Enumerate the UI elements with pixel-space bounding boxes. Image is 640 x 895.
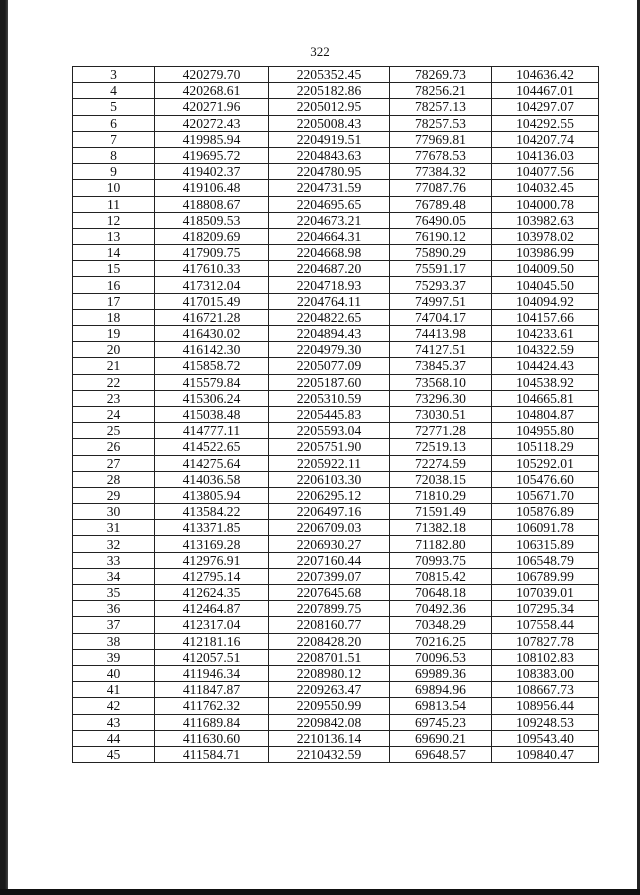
x-coordinate-cell: 412795.14	[155, 568, 269, 584]
easting-cell: 78257.13	[390, 99, 492, 115]
easting-cell: 70216.25	[390, 633, 492, 649]
y-coordinate-cell: 2204718.93	[269, 277, 390, 293]
easting-cell: 77087.76	[390, 180, 492, 196]
northing-cell: 105876.89	[492, 504, 599, 520]
x-coordinate-cell: 415579.84	[155, 374, 269, 390]
northing-cell: 103986.99	[492, 245, 599, 261]
y-coordinate-cell: 2204664.31	[269, 228, 390, 244]
point-number-cell: 22	[73, 374, 155, 390]
table-row	[73, 358, 599, 374]
y-coordinate-cell: 2204843.63	[269, 147, 390, 163]
y-coordinate-cell: 2209842.08	[269, 714, 390, 730]
x-coordinate-cell: 411946.34	[155, 665, 269, 681]
x-coordinate-cell: 418209.69	[155, 228, 269, 244]
y-coordinate-cell: 2210136.14	[269, 730, 390, 746]
y-coordinate-cell: 2205922.11	[269, 455, 390, 471]
easting-cell: 78269.73	[390, 67, 492, 83]
x-coordinate-cell: 415306.24	[155, 390, 269, 406]
y-coordinate-cell: 2205310.59	[269, 390, 390, 406]
table-row	[73, 180, 599, 196]
x-coordinate-cell: 411630.60	[155, 730, 269, 746]
y-coordinate-cell: 2205182.86	[269, 83, 390, 99]
point-number-cell: 20	[73, 342, 155, 358]
point-number-cell: 23	[73, 390, 155, 406]
x-coordinate-cell: 420272.43	[155, 115, 269, 131]
y-coordinate-cell: 2205593.04	[269, 423, 390, 439]
x-coordinate-cell: 411762.32	[155, 698, 269, 714]
point-number-cell: 8	[73, 147, 155, 163]
point-number-cell: 37	[73, 617, 155, 633]
table-row	[73, 617, 599, 633]
northing-cell: 104955.80	[492, 423, 599, 439]
point-number-cell: 7	[73, 131, 155, 147]
easting-cell: 71591.49	[390, 504, 492, 520]
point-number-cell: 27	[73, 455, 155, 471]
table-row	[73, 423, 599, 439]
northing-cell: 109543.40	[492, 730, 599, 746]
x-coordinate-cell: 412057.51	[155, 649, 269, 665]
northing-cell: 104322.59	[492, 342, 599, 358]
x-coordinate-cell: 418808.67	[155, 196, 269, 212]
y-coordinate-cell: 2204822.65	[269, 309, 390, 325]
northing-cell: 104207.74	[492, 131, 599, 147]
y-coordinate-cell: 2205751.90	[269, 439, 390, 455]
y-coordinate-cell: 2205352.45	[269, 67, 390, 83]
table-row	[73, 714, 599, 730]
northing-cell: 106789.99	[492, 568, 599, 584]
x-coordinate-cell: 415858.72	[155, 358, 269, 374]
northing-cell: 107558.44	[492, 617, 599, 633]
northing-cell: 108383.00	[492, 665, 599, 681]
northing-cell: 105476.60	[492, 471, 599, 487]
point-number-cell: 28	[73, 471, 155, 487]
y-coordinate-cell: 2205008.43	[269, 115, 390, 131]
easting-cell: 77384.32	[390, 164, 492, 180]
northing-cell: 104077.56	[492, 164, 599, 180]
northing-cell: 105292.01	[492, 455, 599, 471]
table-row	[73, 746, 599, 762]
point-number-cell: 5	[73, 99, 155, 115]
easting-cell: 74704.17	[390, 309, 492, 325]
x-coordinate-cell: 415038.48	[155, 406, 269, 422]
x-coordinate-cell: 412464.87	[155, 601, 269, 617]
easting-cell: 74997.51	[390, 293, 492, 309]
y-coordinate-cell: 2208160.77	[269, 617, 390, 633]
northing-cell: 109840.47	[492, 746, 599, 762]
easting-cell: 69648.57	[390, 746, 492, 762]
y-coordinate-cell: 2204919.51	[269, 131, 390, 147]
y-coordinate-cell: 2204764.11	[269, 293, 390, 309]
point-number-cell: 41	[73, 682, 155, 698]
point-number-cell: 32	[73, 536, 155, 552]
point-number-cell: 14	[73, 245, 155, 261]
point-number-cell: 24	[73, 406, 155, 422]
easting-cell: 72519.13	[390, 439, 492, 455]
x-coordinate-cell: 414522.65	[155, 439, 269, 455]
table-row	[73, 99, 599, 115]
x-coordinate-cell: 413805.94	[155, 487, 269, 503]
easting-cell: 70348.29	[390, 617, 492, 633]
y-coordinate-cell: 2208980.12	[269, 665, 390, 681]
northing-cell: 104000.78	[492, 196, 599, 212]
point-number-cell: 18	[73, 309, 155, 325]
y-coordinate-cell: 2205077.09	[269, 358, 390, 374]
northing-cell: 104136.03	[492, 147, 599, 163]
northing-cell: 104636.42	[492, 67, 599, 83]
northing-cell: 106091.78	[492, 520, 599, 536]
northing-cell: 109248.53	[492, 714, 599, 730]
x-coordinate-cell: 412976.91	[155, 552, 269, 568]
x-coordinate-cell: 411847.87	[155, 682, 269, 698]
table-row	[73, 147, 599, 163]
table-row	[73, 504, 599, 520]
point-number-cell: 31	[73, 520, 155, 536]
point-number-cell: 42	[73, 698, 155, 714]
table-row	[73, 164, 599, 180]
table-row	[73, 665, 599, 681]
northing-cell: 107039.01	[492, 585, 599, 601]
x-coordinate-cell: 412624.35	[155, 585, 269, 601]
y-coordinate-cell: 2205187.60	[269, 374, 390, 390]
point-number-cell: 29	[73, 487, 155, 503]
northing-cell: 103982.63	[492, 212, 599, 228]
easting-cell: 78256.21	[390, 83, 492, 99]
easting-cell: 76789.48	[390, 196, 492, 212]
northing-cell: 108102.83	[492, 649, 599, 665]
y-coordinate-cell: 2204668.98	[269, 245, 390, 261]
easting-cell: 77678.53	[390, 147, 492, 163]
northing-cell: 106548.79	[492, 552, 599, 568]
table-row	[73, 536, 599, 552]
table-row	[73, 342, 599, 358]
table-row	[73, 83, 599, 99]
y-coordinate-cell: 2207899.75	[269, 601, 390, 617]
table-row	[73, 730, 599, 746]
y-coordinate-cell: 2204979.30	[269, 342, 390, 358]
x-coordinate-cell: 417610.33	[155, 261, 269, 277]
easting-cell: 75890.29	[390, 245, 492, 261]
y-coordinate-cell: 2204780.95	[269, 164, 390, 180]
easting-cell: 74413.98	[390, 326, 492, 342]
y-coordinate-cell: 2204687.20	[269, 261, 390, 277]
table-row	[73, 390, 599, 406]
point-number-cell: 34	[73, 568, 155, 584]
y-coordinate-cell: 2207160.44	[269, 552, 390, 568]
table-row	[73, 471, 599, 487]
easting-cell: 73030.51	[390, 406, 492, 422]
y-coordinate-cell: 2209263.47	[269, 682, 390, 698]
easting-cell: 69813.54	[390, 698, 492, 714]
northing-cell: 104538.92	[492, 374, 599, 390]
point-number-cell: 35	[73, 585, 155, 601]
y-coordinate-cell: 2209550.99	[269, 698, 390, 714]
easting-cell: 77969.81	[390, 131, 492, 147]
x-coordinate-cell: 417909.75	[155, 245, 269, 261]
table-row	[73, 520, 599, 536]
table-row	[73, 326, 599, 342]
point-number-cell: 19	[73, 326, 155, 342]
northing-cell: 104665.81	[492, 390, 599, 406]
point-number-cell: 45	[73, 746, 155, 762]
coordinate-table-container	[72, 66, 598, 763]
x-coordinate-cell: 417015.49	[155, 293, 269, 309]
x-coordinate-cell: 418509.53	[155, 212, 269, 228]
x-coordinate-cell: 420279.70	[155, 67, 269, 83]
x-coordinate-cell: 416721.28	[155, 309, 269, 325]
easting-cell: 69690.21	[390, 730, 492, 746]
table-row	[73, 552, 599, 568]
easting-cell: 73568.10	[390, 374, 492, 390]
x-coordinate-cell: 419695.72	[155, 147, 269, 163]
table-row	[73, 261, 599, 277]
easting-cell: 71382.18	[390, 520, 492, 536]
table-row	[73, 374, 599, 390]
table-row	[73, 568, 599, 584]
point-number-cell: 15	[73, 261, 155, 277]
y-coordinate-cell: 2204695.65	[269, 196, 390, 212]
easting-cell: 70993.75	[390, 552, 492, 568]
table-row	[73, 406, 599, 422]
table-row	[73, 196, 599, 212]
y-coordinate-cell: 2206295.12	[269, 487, 390, 503]
x-coordinate-cell: 414777.11	[155, 423, 269, 439]
table-row	[73, 309, 599, 325]
point-number-cell: 13	[73, 228, 155, 244]
point-number-cell: 30	[73, 504, 155, 520]
y-coordinate-cell: 2206709.03	[269, 520, 390, 536]
y-coordinate-cell: 2205445.83	[269, 406, 390, 422]
x-coordinate-cell: 419106.48	[155, 180, 269, 196]
y-coordinate-cell: 2208701.51	[269, 649, 390, 665]
northing-cell: 105118.29	[492, 439, 599, 455]
x-coordinate-cell: 411689.84	[155, 714, 269, 730]
x-coordinate-cell: 414036.58	[155, 471, 269, 487]
northing-cell: 104233.61	[492, 326, 599, 342]
y-coordinate-cell: 2204894.43	[269, 326, 390, 342]
northing-cell: 104045.50	[492, 277, 599, 293]
table-row	[73, 439, 599, 455]
point-number-cell: 39	[73, 649, 155, 665]
x-coordinate-cell: 413584.22	[155, 504, 269, 520]
northing-cell: 104467.01	[492, 83, 599, 99]
table-row	[73, 698, 599, 714]
easting-cell: 75591.17	[390, 261, 492, 277]
point-number-cell: 11	[73, 196, 155, 212]
table-row	[73, 245, 599, 261]
x-coordinate-cell: 413169.28	[155, 536, 269, 552]
northing-cell: 108956.44	[492, 698, 599, 714]
point-number-cell: 4	[73, 83, 155, 99]
x-coordinate-cell: 412181.16	[155, 633, 269, 649]
point-number-cell: 36	[73, 601, 155, 617]
y-coordinate-cell: 2206103.30	[269, 471, 390, 487]
y-coordinate-cell: 2206930.27	[269, 536, 390, 552]
easting-cell: 70096.53	[390, 649, 492, 665]
x-coordinate-cell: 417312.04	[155, 277, 269, 293]
northing-cell: 104804.87	[492, 406, 599, 422]
northing-cell: 104424.43	[492, 358, 599, 374]
easting-cell: 70492.36	[390, 601, 492, 617]
x-coordinate-cell: 416142.30	[155, 342, 269, 358]
x-coordinate-cell: 416430.02	[155, 326, 269, 342]
x-coordinate-cell: 411584.71	[155, 746, 269, 762]
point-number-cell: 33	[73, 552, 155, 568]
x-coordinate-cell: 420271.96	[155, 99, 269, 115]
northing-cell: 104032.45	[492, 180, 599, 196]
point-number-cell: 17	[73, 293, 155, 309]
easting-cell: 76190.12	[390, 228, 492, 244]
y-coordinate-cell: 2206497.16	[269, 504, 390, 520]
easting-cell: 72274.59	[390, 455, 492, 471]
table-row	[73, 115, 599, 131]
y-coordinate-cell: 2207399.07	[269, 568, 390, 584]
table-row	[73, 277, 599, 293]
easting-cell: 76490.05	[390, 212, 492, 228]
table-row	[73, 293, 599, 309]
easting-cell: 72038.15	[390, 471, 492, 487]
y-coordinate-cell: 2204673.21	[269, 212, 390, 228]
scan-edge-left	[0, 0, 8, 895]
point-number-cell: 43	[73, 714, 155, 730]
northing-cell: 105671.70	[492, 487, 599, 503]
table-row	[73, 682, 599, 698]
x-coordinate-cell: 419985.94	[155, 131, 269, 147]
easting-cell: 70815.42	[390, 568, 492, 584]
easting-cell: 75293.37	[390, 277, 492, 293]
easting-cell: 72771.28	[390, 423, 492, 439]
point-number-cell: 10	[73, 180, 155, 196]
x-coordinate-cell: 420268.61	[155, 83, 269, 99]
y-coordinate-cell: 2204731.59	[269, 180, 390, 196]
point-number-cell: 38	[73, 633, 155, 649]
point-number-cell: 12	[73, 212, 155, 228]
northing-cell: 104009.50	[492, 261, 599, 277]
table-row	[73, 585, 599, 601]
easting-cell: 69745.23	[390, 714, 492, 730]
point-number-cell: 25	[73, 423, 155, 439]
x-coordinate-cell: 414275.64	[155, 455, 269, 471]
x-coordinate-cell: 419402.37	[155, 164, 269, 180]
easting-cell: 69894.96	[390, 682, 492, 698]
northing-cell: 107827.78	[492, 633, 599, 649]
table-row	[73, 487, 599, 503]
table-row	[73, 228, 599, 244]
y-coordinate-cell: 2210432.59	[269, 746, 390, 762]
northing-cell: 104094.92	[492, 293, 599, 309]
point-number-cell: 44	[73, 730, 155, 746]
easting-cell: 69989.36	[390, 665, 492, 681]
table-row	[73, 67, 599, 83]
northing-cell: 104292.55	[492, 115, 599, 131]
table-row	[73, 601, 599, 617]
table-row	[73, 633, 599, 649]
easting-cell: 71810.29	[390, 487, 492, 503]
table-row	[73, 455, 599, 471]
x-coordinate-cell: 413371.85	[155, 520, 269, 536]
x-coordinate-cell: 412317.04	[155, 617, 269, 633]
y-coordinate-cell: 2208428.20	[269, 633, 390, 649]
point-number-cell: 16	[73, 277, 155, 293]
point-number-cell: 3	[73, 67, 155, 83]
point-number-cell: 40	[73, 665, 155, 681]
northing-cell: 103978.02	[492, 228, 599, 244]
table-row	[73, 131, 599, 147]
point-number-cell: 9	[73, 164, 155, 180]
easting-cell: 73296.30	[390, 390, 492, 406]
northing-cell: 104157.66	[492, 309, 599, 325]
y-coordinate-cell: 2205012.95	[269, 99, 390, 115]
page-number: 322	[310, 44, 330, 59]
easting-cell: 73845.37	[390, 358, 492, 374]
point-number-cell: 26	[73, 439, 155, 455]
table-row	[73, 649, 599, 665]
coordinate-table-body	[73, 67, 599, 763]
scan-edge-bottom	[0, 889, 640, 895]
point-number-cell: 21	[73, 358, 155, 374]
northing-cell: 104297.07	[492, 99, 599, 115]
y-coordinate-cell: 2207645.68	[269, 585, 390, 601]
easting-cell: 78257.53	[390, 115, 492, 131]
northing-cell: 108667.73	[492, 682, 599, 698]
coordinate-table	[72, 66, 599, 763]
easting-cell: 74127.51	[390, 342, 492, 358]
easting-cell: 71182.80	[390, 536, 492, 552]
northing-cell: 107295.34	[492, 601, 599, 617]
table-row	[73, 212, 599, 228]
northing-cell: 106315.89	[492, 536, 599, 552]
easting-cell: 70648.18	[390, 585, 492, 601]
point-number-cell: 6	[73, 115, 155, 131]
